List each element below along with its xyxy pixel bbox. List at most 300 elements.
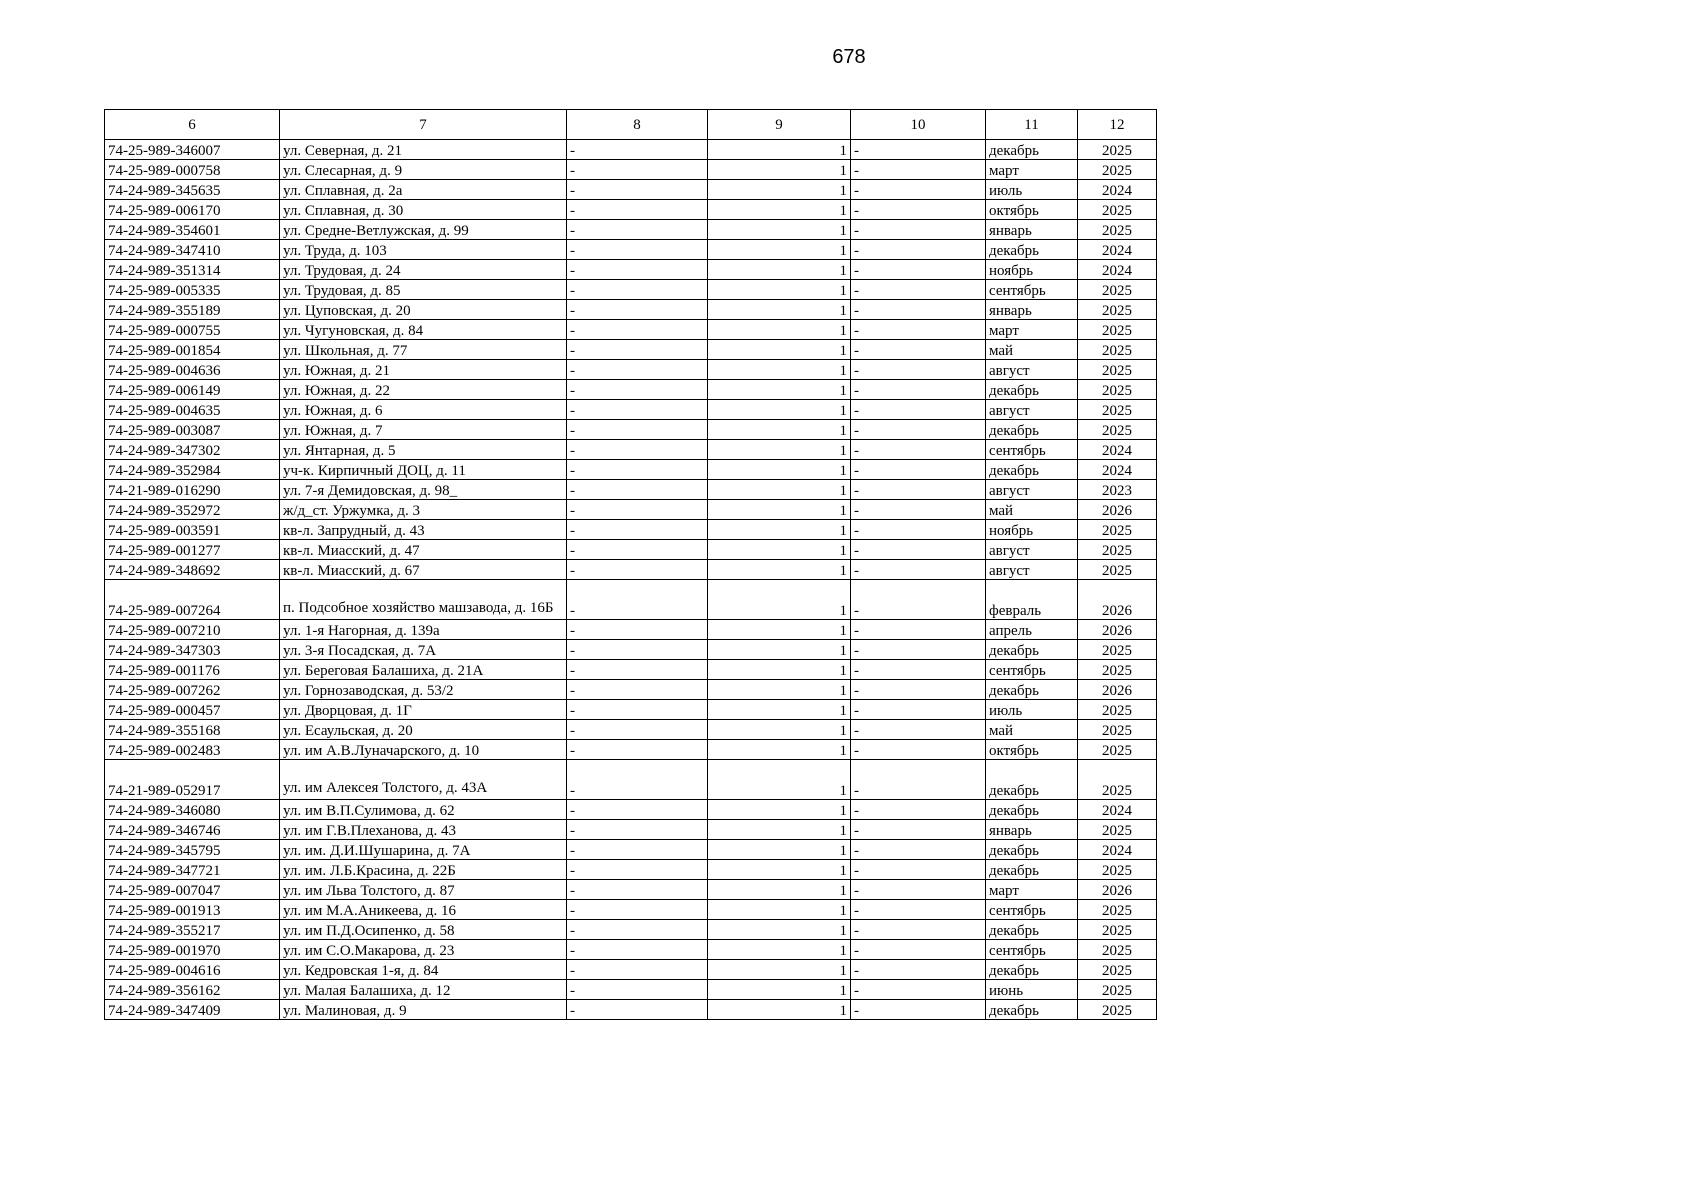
cell-address: ул. им Льва Толстого, д. 87 <box>280 880 567 900</box>
table-row <box>105 840 1157 860</box>
table-row <box>105 440 1157 460</box>
cell-address: ул. Горнозаводская, д. 53/2 <box>280 680 567 700</box>
cell-count-value: 1 <box>708 460 851 480</box>
cell-address: кв-л. Миасский, д. 67 <box>280 560 567 580</box>
cell-col-10-value: - <box>851 900 986 920</box>
table-row <box>105 420 1157 440</box>
cell-count-value: 1 <box>708 140 851 160</box>
cell-address: ул. Есаульская, д. 20 <box>280 720 567 740</box>
cell-cadastral-code: 74-24-989-351314 <box>105 260 280 280</box>
cell-month: декабрь <box>986 380 1078 400</box>
cell-address: ул. Средне-Ветлужская, д. 99 <box>280 220 567 240</box>
cell-address: ул. им П.Д.Осипенко, д. 58 <box>280 920 567 940</box>
cell-cadastral-code: 74-25-989-006149 <box>105 380 280 400</box>
cell-year: 2025 <box>1078 520 1157 540</box>
table-row <box>105 140 1157 160</box>
cell-month: июль <box>986 180 1078 200</box>
cell-cadastral-code: 74-24-989-348692 <box>105 560 280 580</box>
cell-address: ул. им Алексея Толстого, д. 43А <box>280 760 567 800</box>
cell-col-8-value: - <box>567 660 708 680</box>
cell-address: ул. 1-я Нагорная, д. 139а <box>280 620 567 640</box>
cell-cadastral-code: 74-25-989-003087 <box>105 420 280 440</box>
cell-col-8-value: - <box>567 460 708 480</box>
cell-cadastral-code: 74-25-989-005335 <box>105 280 280 300</box>
table-row <box>105 460 1157 480</box>
cell-col-8-value: - <box>567 680 708 700</box>
cell-count-value: 1 <box>708 580 851 620</box>
cell-year: 2025 <box>1078 380 1157 400</box>
cell-year: 2025 <box>1078 820 1157 840</box>
cell-count-value: 1 <box>708 400 851 420</box>
cell-col-8-value: - <box>567 140 708 160</box>
cell-month: апрель <box>986 620 1078 640</box>
cell-cadastral-code: 74-25-989-346007 <box>105 140 280 160</box>
cell-year: 2025 <box>1078 660 1157 680</box>
header-col-10: 10 <box>851 110 986 140</box>
cell-col-10-value: - <box>851 340 986 360</box>
cell-count-value: 1 <box>708 440 851 460</box>
cell-col-10-value: - <box>851 820 986 840</box>
cell-col-8-value: - <box>567 1000 708 1020</box>
cell-address: ул. им. Д.И.Шушарина, д. 7А <box>280 840 567 860</box>
cell-cadastral-code: 74-24-989-345635 <box>105 180 280 200</box>
cell-col-8-value: - <box>567 820 708 840</box>
cell-year: 2023 <box>1078 480 1157 500</box>
table-row <box>105 400 1157 420</box>
cell-month: сентябрь <box>986 440 1078 460</box>
cell-count-value: 1 <box>708 740 851 760</box>
table-row <box>105 620 1157 640</box>
cell-col-8-value: - <box>567 440 708 460</box>
cell-col-10-value: - <box>851 160 986 180</box>
cell-year: 2024 <box>1078 440 1157 460</box>
cell-month: декабрь <box>986 420 1078 440</box>
cell-year: 2025 <box>1078 960 1157 980</box>
cell-col-8-value: - <box>567 720 708 740</box>
cell-count-value: 1 <box>708 420 851 440</box>
cell-year: 2025 <box>1078 860 1157 880</box>
cell-col-10-value: - <box>851 240 986 260</box>
cell-month: март <box>986 320 1078 340</box>
cell-col-8-value: - <box>567 200 708 220</box>
cell-col-10-value: - <box>851 260 986 280</box>
cell-year: 2026 <box>1078 580 1157 620</box>
cell-col-8-value: - <box>567 220 708 240</box>
cell-address: кв-л. Миасский, д. 47 <box>280 540 567 560</box>
cell-count-value: 1 <box>708 900 851 920</box>
cell-cadastral-code: 74-24-989-347410 <box>105 240 280 260</box>
table-row <box>105 560 1157 580</box>
cell-count-value: 1 <box>708 620 851 640</box>
cell-year: 2026 <box>1078 500 1157 520</box>
cell-month: октябрь <box>986 740 1078 760</box>
cell-year: 2024 <box>1078 260 1157 280</box>
cell-col-10-value: - <box>851 800 986 820</box>
table-row <box>105 540 1157 560</box>
table-row <box>105 880 1157 900</box>
cell-col-8-value: - <box>567 920 708 940</box>
cell-year: 2026 <box>1078 880 1157 900</box>
cell-address: ул. Береговая Балашиха, д. 21А <box>280 660 567 680</box>
cell-month: ноябрь <box>986 520 1078 540</box>
cell-cadastral-code: 74-25-989-007262 <box>105 680 280 700</box>
cell-col-8-value: - <box>567 380 708 400</box>
cell-cadastral-code: 74-24-989-347302 <box>105 440 280 460</box>
table-row <box>105 280 1157 300</box>
cell-cadastral-code: 74-25-989-004635 <box>105 400 280 420</box>
table-row <box>105 480 1157 500</box>
table-row <box>105 680 1157 700</box>
cell-col-10-value: - <box>851 640 986 660</box>
cell-year: 2025 <box>1078 340 1157 360</box>
cell-address: ул. Труда, д. 103 <box>280 240 567 260</box>
table-row <box>105 940 1157 960</box>
table-row <box>105 860 1157 880</box>
table-row <box>105 920 1157 940</box>
cell-cadastral-code: 74-25-989-007210 <box>105 620 280 640</box>
table-row <box>105 800 1157 820</box>
cell-cadastral-code: 74-25-989-003591 <box>105 520 280 540</box>
cell-count-value: 1 <box>708 320 851 340</box>
cell-cadastral-code: 74-24-989-352984 <box>105 460 280 480</box>
cell-cadastral-code: 74-24-989-345795 <box>105 840 280 860</box>
cell-cadastral-code: 74-25-989-000457 <box>105 700 280 720</box>
cell-count-value: 1 <box>708 1000 851 1020</box>
cell-year: 2025 <box>1078 280 1157 300</box>
cell-month: август <box>986 540 1078 560</box>
cell-col-10-value: - <box>851 360 986 380</box>
cell-year: 2025 <box>1078 140 1157 160</box>
cell-cadastral-code: 74-24-989-346746 <box>105 820 280 840</box>
cell-col-10-value: - <box>851 740 986 760</box>
cell-col-10-value: - <box>851 280 986 300</box>
register-table <box>104 109 1157 1020</box>
cell-address: ул. им С.О.Макарова, д. 23 <box>280 940 567 960</box>
cell-cadastral-code: 74-24-989-354601 <box>105 220 280 240</box>
cell-month: июнь <box>986 980 1078 1000</box>
cell-address: ул. Школьная, д. 77 <box>280 340 567 360</box>
cell-col-8-value: - <box>567 900 708 920</box>
table-row <box>105 900 1157 920</box>
cell-col-10-value: - <box>851 720 986 740</box>
cell-cadastral-code: 74-25-989-006170 <box>105 200 280 220</box>
cell-col-8-value: - <box>567 740 708 760</box>
table-row <box>105 300 1157 320</box>
cell-address: ул. Цуповская, д. 20 <box>280 300 567 320</box>
cell-month: февраль <box>986 580 1078 620</box>
cell-year: 2025 <box>1078 720 1157 740</box>
cell-col-10-value: - <box>851 460 986 480</box>
cell-cadastral-code: 74-25-989-001854 <box>105 340 280 360</box>
cell-col-8-value: - <box>567 400 708 420</box>
cell-count-value: 1 <box>708 500 851 520</box>
cell-address: ул. Малая Балашиха, д. 12 <box>280 980 567 1000</box>
cell-count-value: 1 <box>708 880 851 900</box>
cell-count-value: 1 <box>708 200 851 220</box>
cell-count-value: 1 <box>708 700 851 720</box>
cell-month: декабрь <box>986 640 1078 660</box>
cell-month: август <box>986 560 1078 580</box>
cell-count-value: 1 <box>708 340 851 360</box>
cell-cadastral-code: 74-24-989-355189 <box>105 300 280 320</box>
cell-cadastral-code: 74-25-989-000758 <box>105 160 280 180</box>
cell-address: ул. Слесарная, д. 9 <box>280 160 567 180</box>
table-row <box>105 580 1157 620</box>
header-row <box>105 110 1157 140</box>
cell-col-8-value: - <box>567 420 708 440</box>
cell-count-value: 1 <box>708 960 851 980</box>
cell-count-value: 1 <box>708 360 851 380</box>
cell-year: 2025 <box>1078 540 1157 560</box>
cell-year: 2025 <box>1078 940 1157 960</box>
cell-cadastral-code: 74-24-989-347409 <box>105 1000 280 1020</box>
cell-count-value: 1 <box>708 160 851 180</box>
cell-month: июль <box>986 700 1078 720</box>
cell-col-10-value: - <box>851 220 986 240</box>
cell-col-8-value: - <box>567 180 708 200</box>
cell-col-8-value: - <box>567 560 708 580</box>
cell-year: 2024 <box>1078 180 1157 200</box>
cell-col-10-value: - <box>851 400 986 420</box>
cell-col-10-value: - <box>851 880 986 900</box>
cell-address: ул. Южная, д. 21 <box>280 360 567 380</box>
cell-year: 2025 <box>1078 400 1157 420</box>
cell-col-10-value: - <box>851 760 986 800</box>
table-row <box>105 500 1157 520</box>
cell-cadastral-code: 74-25-989-004616 <box>105 960 280 980</box>
cell-col-8-value: - <box>567 840 708 860</box>
table-row <box>105 760 1157 800</box>
cell-count-value: 1 <box>708 940 851 960</box>
table-row <box>105 520 1157 540</box>
cell-count-value: 1 <box>708 300 851 320</box>
cell-address: ул. Трудовая, д. 85 <box>280 280 567 300</box>
cell-month: октябрь <box>986 200 1078 220</box>
cell-col-8-value: - <box>567 340 708 360</box>
cell-count-value: 1 <box>708 680 851 700</box>
cell-cadastral-code: 74-24-989-347303 <box>105 640 280 660</box>
header-col-12: 12 <box>1078 110 1157 140</box>
cell-cadastral-code: 74-25-989-001277 <box>105 540 280 560</box>
cell-address: ул. Чугуновская, д. 84 <box>280 320 567 340</box>
table-row <box>105 720 1157 740</box>
cell-col-8-value: - <box>567 620 708 640</box>
table-row <box>105 200 1157 220</box>
page-number: 678 <box>832 46 866 68</box>
cell-address: ул. им. Л.Б.Красина, д. 22Б <box>280 860 567 880</box>
cell-cadastral-code: 74-25-989-004636 <box>105 360 280 380</box>
cell-address: ул. 7-я Демидовская, д. 98_ <box>280 480 567 500</box>
cell-year: 2025 <box>1078 740 1157 760</box>
cell-address: ул. Дворцовая, д. 1Г <box>280 700 567 720</box>
cell-cadastral-code: 74-21-989-016290 <box>105 480 280 500</box>
cell-year: 2024 <box>1078 460 1157 480</box>
cell-count-value: 1 <box>708 820 851 840</box>
cell-month: декабрь <box>986 960 1078 980</box>
cell-col-10-value: - <box>851 940 986 960</box>
cell-month: декабрь <box>986 240 1078 260</box>
cell-year: 2025 <box>1078 320 1157 340</box>
table-row <box>105 700 1157 720</box>
cell-col-8-value: - <box>567 580 708 620</box>
cell-count-value: 1 <box>708 980 851 1000</box>
table-row <box>105 380 1157 400</box>
table-row <box>105 340 1157 360</box>
cell-col-10-value: - <box>851 380 986 400</box>
cell-col-10-value: - <box>851 660 986 680</box>
cell-col-10-value: - <box>851 320 986 340</box>
cell-year: 2026 <box>1078 620 1157 640</box>
cell-address: ул. Трудовая, д. 24 <box>280 260 567 280</box>
header-col-7: 7 <box>280 110 567 140</box>
cell-address: ул. Сплавная, д. 2а <box>280 180 567 200</box>
cell-count-value: 1 <box>708 720 851 740</box>
cell-col-10-value: - <box>851 980 986 1000</box>
cell-count-value: 1 <box>708 240 851 260</box>
cell-col-10-value: - <box>851 960 986 980</box>
cell-count-value: 1 <box>708 480 851 500</box>
cell-count-value: 1 <box>708 280 851 300</box>
cell-count-value: 1 <box>708 520 851 540</box>
cell-month: ноябрь <box>986 260 1078 280</box>
cell-month: декабрь <box>986 920 1078 940</box>
cell-month: сентябрь <box>986 660 1078 680</box>
cell-month: январь <box>986 820 1078 840</box>
cell-col-8-value: - <box>567 880 708 900</box>
cell-col-10-value: - <box>851 140 986 160</box>
cell-col-8-value: - <box>567 360 708 380</box>
cell-col-8-value: - <box>567 940 708 960</box>
cell-year: 2025 <box>1078 1000 1157 1020</box>
cell-year: 2025 <box>1078 760 1157 800</box>
cell-address: ул. им М.А.Аникеева, д. 16 <box>280 900 567 920</box>
header-col-11: 11 <box>986 110 1078 140</box>
table-row <box>105 960 1157 980</box>
header-col-8: 8 <box>567 110 708 140</box>
cell-col-8-value: - <box>567 860 708 880</box>
cell-cadastral-code: 74-25-989-000755 <box>105 320 280 340</box>
cell-month: январь <box>986 220 1078 240</box>
cell-col-8-value: - <box>567 500 708 520</box>
table-row <box>105 180 1157 200</box>
cell-col-10-value: - <box>851 440 986 460</box>
table-body <box>105 140 1157 1020</box>
cell-cadastral-code: 74-25-989-007047 <box>105 880 280 900</box>
cell-month: август <box>986 360 1078 380</box>
cell-cadastral-code: 74-24-989-346080 <box>105 800 280 820</box>
cell-col-10-value: - <box>851 200 986 220</box>
cell-col-10-value: - <box>851 700 986 720</box>
table-row <box>105 260 1157 280</box>
table-row <box>105 1000 1157 1020</box>
cell-month: август <box>986 400 1078 420</box>
cell-year: 2024 <box>1078 240 1157 260</box>
cell-col-8-value: - <box>567 960 708 980</box>
cell-address: ул. Кедровская 1-я, д. 84 <box>280 960 567 980</box>
cell-month: декабрь <box>986 460 1078 480</box>
cell-address: п. Подсобное хозяйство машзавода, д. 16Б <box>280 580 567 620</box>
cell-col-8-value: - <box>567 640 708 660</box>
cell-address: ул. Янтарная, д. 5 <box>280 440 567 460</box>
cell-cadastral-code: 74-25-989-001913 <box>105 900 280 920</box>
cell-col-8-value: - <box>567 980 708 1000</box>
cell-cadastral-code: 74-24-989-355217 <box>105 920 280 940</box>
cell-col-8-value: - <box>567 240 708 260</box>
cell-cadastral-code: 74-24-989-352972 <box>105 500 280 520</box>
cell-col-8-value: - <box>567 520 708 540</box>
cell-count-value: 1 <box>708 760 851 800</box>
cell-month: сентябрь <box>986 280 1078 300</box>
cell-col-10-value: - <box>851 500 986 520</box>
cell-year: 2024 <box>1078 840 1157 860</box>
cell-month: январь <box>986 300 1078 320</box>
cell-cadastral-code: 74-25-989-007264 <box>105 580 280 620</box>
cell-count-value: 1 <box>708 640 851 660</box>
cell-col-8-value: - <box>567 160 708 180</box>
cell-col-10-value: - <box>851 520 986 540</box>
cell-month: декабрь <box>986 760 1078 800</box>
cell-year: 2025 <box>1078 700 1157 720</box>
cell-year: 2025 <box>1078 560 1157 580</box>
cell-col-10-value: - <box>851 560 986 580</box>
table-row <box>105 660 1157 680</box>
cell-year: 2025 <box>1078 980 1157 1000</box>
cell-month: декабрь <box>986 1000 1078 1020</box>
cell-col-8-value: - <box>567 760 708 800</box>
cell-col-8-value: - <box>567 320 708 340</box>
cell-col-10-value: - <box>851 620 986 640</box>
cell-year: 2025 <box>1078 160 1157 180</box>
cell-address: ул. Северная, д. 21 <box>280 140 567 160</box>
cell-count-value: 1 <box>708 860 851 880</box>
cell-count-value: 1 <box>708 920 851 940</box>
cell-month: декабрь <box>986 860 1078 880</box>
cell-month: март <box>986 160 1078 180</box>
cell-year: 2026 <box>1078 680 1157 700</box>
cell-address: ул. Южная, д. 7 <box>280 420 567 440</box>
cell-month: август <box>986 480 1078 500</box>
table-row <box>105 220 1157 240</box>
cell-year: 2024 <box>1078 800 1157 820</box>
cell-cadastral-code: 74-25-989-001176 <box>105 660 280 680</box>
cell-address: ул. Южная, д. 6 <box>280 400 567 420</box>
cell-month: май <box>986 720 1078 740</box>
table-row <box>105 980 1157 1000</box>
cell-count-value: 1 <box>708 660 851 680</box>
cell-count-value: 1 <box>708 180 851 200</box>
cell-count-value: 1 <box>708 800 851 820</box>
cell-month: декабрь <box>986 840 1078 860</box>
cell-col-10-value: - <box>851 580 986 620</box>
cell-cadastral-code: 74-24-989-347721 <box>105 860 280 880</box>
cell-month: май <box>986 340 1078 360</box>
cell-address: ул. им В.П.Сулимова, д. 62 <box>280 800 567 820</box>
cell-count-value: 1 <box>708 220 851 240</box>
cell-cadastral-code: 74-25-989-002483 <box>105 740 280 760</box>
cell-col-8-value: - <box>567 280 708 300</box>
cell-address: ул. 3-я Посадская, д. 7А <box>280 640 567 660</box>
table-row <box>105 640 1157 660</box>
cell-col-10-value: - <box>851 480 986 500</box>
table-row <box>105 160 1157 180</box>
cell-year: 2025 <box>1078 640 1157 660</box>
cell-count-value: 1 <box>708 840 851 860</box>
table-row <box>105 320 1157 340</box>
cell-col-10-value: - <box>851 1000 986 1020</box>
cell-cadastral-code: 74-21-989-052917 <box>105 760 280 800</box>
cell-year: 2025 <box>1078 920 1157 940</box>
cell-col-10-value: - <box>851 840 986 860</box>
